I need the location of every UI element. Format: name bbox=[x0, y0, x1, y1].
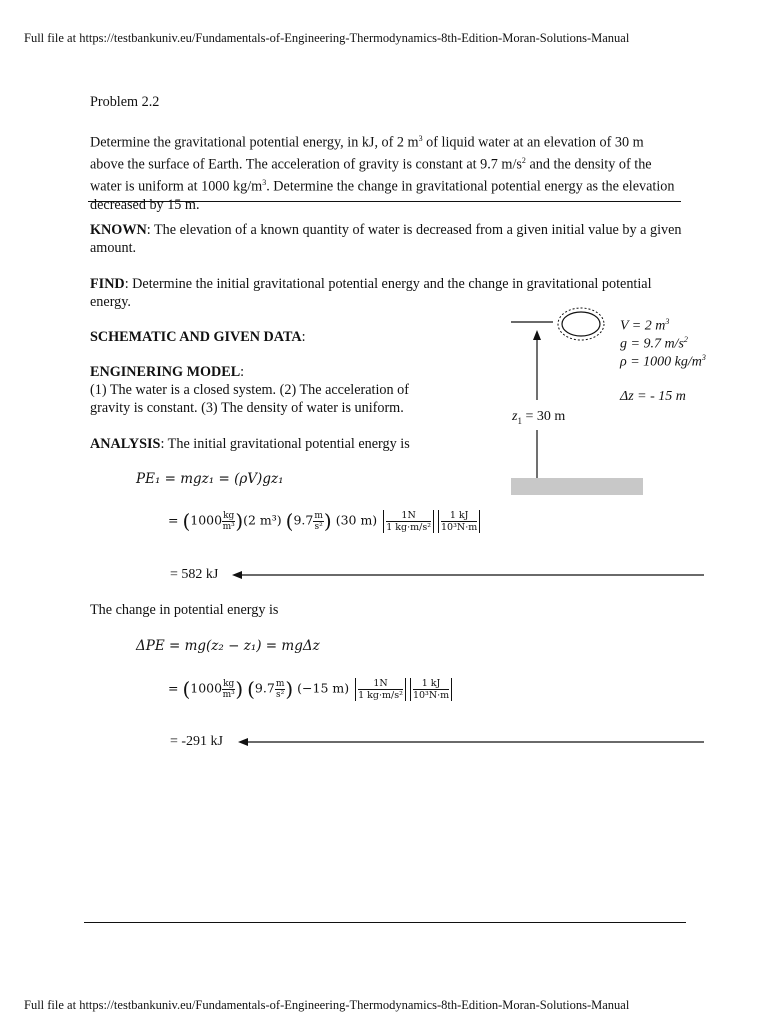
conversion-factor-1 bbox=[355, 678, 406, 701]
initial-elevation-label bbox=[512, 409, 565, 426]
unit-numerator: kg bbox=[223, 510, 235, 521]
find-label: FIND bbox=[90, 276, 125, 292]
unit-numerator: kg bbox=[223, 678, 235, 689]
ground-surface bbox=[511, 478, 643, 495]
superscript: 2 bbox=[521, 156, 526, 166]
statement-part: of liquid water at an elevation of 30 m above the surface of Earth. The acceleration of gravity is constant at 9.7 m/s bbox=[90, 134, 644, 173]
factor-numerator: 1 kJ bbox=[441, 510, 477, 522]
unit-numerator: m bbox=[275, 678, 285, 689]
factor-denominator: 10³N·m bbox=[441, 521, 478, 533]
page-header: Full file at https://testbankuniv.eu/Fundamentals-of-Engineering-Thermodynamics-8th-Edition-Moran-Solutions-Manual bbox=[24, 31, 630, 45]
arrow-left-icon bbox=[232, 571, 242, 579]
model-text: (1) The water is a closed system. (2) The acceleration of gravity is constant. (3) The density of water is uniform. bbox=[90, 382, 409, 416]
analysis-section bbox=[90, 436, 410, 454]
water-ball bbox=[562, 312, 600, 336]
conversion-factor-2 bbox=[410, 678, 452, 701]
schematic-label: SCHEMATIC AND GIVEN DATA bbox=[90, 329, 302, 345]
superscript: 3 bbox=[701, 353, 706, 362]
equals-sign: = bbox=[168, 680, 179, 696]
volume-term: (2 m³) bbox=[243, 512, 282, 528]
statement-part: . Determine the change in gravitational potential energy as the elevation decreased by 15 m. bbox=[90, 179, 675, 213]
delta-pe-substitution bbox=[168, 677, 454, 701]
elevation-term: (30 m) bbox=[335, 512, 378, 528]
subscript: 1 bbox=[517, 415, 522, 426]
result-arrow-2 bbox=[238, 734, 708, 750]
colon: : bbox=[301, 329, 306, 345]
equals-sign: = bbox=[168, 512, 179, 528]
change-intro: The change in potential energy is bbox=[90, 602, 279, 618]
unit-denominator: s² bbox=[314, 521, 323, 532]
arrow-head-icon bbox=[533, 330, 541, 340]
paren-open: ( bbox=[182, 677, 191, 701]
delta-pe-result: = -291 kJ bbox=[170, 734, 224, 749]
gravity-value: 9.7 bbox=[254, 680, 275, 696]
factor-denominator: 10³N·m bbox=[412, 689, 450, 701]
system-boundary bbox=[558, 308, 604, 340]
problem-title: Problem 2.2 bbox=[90, 94, 160, 110]
analysis-text: : The initial gravitational potential energy is bbox=[160, 436, 410, 452]
unit-denominator: m³ bbox=[222, 521, 235, 532]
statement-part: Determine the gravitational potential energy, in kJ, of 2 m bbox=[90, 134, 419, 151]
density-unit bbox=[222, 679, 235, 700]
elevation-value: = 30 m bbox=[521, 409, 566, 424]
unit-denominator: m³ bbox=[222, 689, 235, 700]
given-volume bbox=[620, 317, 669, 335]
colon: : bbox=[240, 364, 245, 380]
unit-denominator: s² bbox=[275, 689, 285, 700]
known-section bbox=[90, 222, 685, 257]
superscript: 3 bbox=[418, 134, 423, 143]
pe-substitution bbox=[168, 509, 482, 533]
schematic-heading bbox=[90, 329, 306, 347]
superscript: 2 bbox=[683, 335, 688, 344]
model-heading bbox=[90, 364, 244, 382]
z-symbol: z bbox=[512, 409, 518, 424]
paren-open: ( bbox=[182, 509, 191, 533]
gravity-value: 9.7 bbox=[293, 512, 314, 528]
superscript: 3 bbox=[665, 317, 670, 326]
known-text: : The elevation of a known quantity of water is decreased from a given initial value by a given amount. bbox=[90, 222, 682, 256]
delta-z-term: (−15 m) bbox=[297, 680, 350, 696]
gravity-unit bbox=[313, 511, 324, 532]
find-text: : Determine the initial gravitational potential energy and the change in gravitational potential energy. bbox=[90, 276, 652, 310]
factor-numerator: 1N bbox=[386, 510, 431, 522]
page-footer: Full file at https://testbankuniv.eu/Fundamentals-of-Engineering-Thermodynamics-8th-Edition-Moran-Solutions-Manual bbox=[24, 998, 630, 1012]
gravity-text: g = 9.7 m/s bbox=[620, 336, 684, 352]
factor-denominator: 1 kg·m/s² bbox=[358, 689, 403, 701]
paren-open: ( bbox=[247, 677, 255, 701]
factor-numerator: 1 kJ bbox=[413, 678, 449, 690]
section-divider bbox=[88, 201, 681, 202]
paren-close: ) bbox=[235, 509, 244, 533]
analysis-label: ANALYSIS bbox=[90, 436, 161, 452]
density-value: 1000 bbox=[190, 680, 223, 696]
volume-text: V = 2 m bbox=[620, 318, 666, 334]
delta-pe-equation: ΔPE = mg(z₂ − z₁) = mgΔz bbox=[136, 638, 320, 654]
arrow-left-icon bbox=[238, 738, 248, 746]
density-text: ρ = 1000 kg/m bbox=[620, 354, 702, 370]
conversion-factor-1 bbox=[383, 510, 434, 533]
model-label: ENGINERING MODEL bbox=[90, 364, 241, 380]
pe-result: = 582 kJ bbox=[170, 567, 219, 582]
paren-close: ) bbox=[323, 509, 332, 533]
known-label: KNOWN bbox=[90, 222, 147, 238]
density-unit bbox=[222, 511, 235, 532]
given-delta-z: Δz = - 15 m bbox=[620, 389, 686, 404]
unit-numerator: m bbox=[314, 510, 323, 521]
given-density bbox=[620, 353, 706, 371]
paren-close: ) bbox=[285, 677, 294, 701]
density-value: 1000 bbox=[190, 512, 223, 528]
factor-numerator: 1N bbox=[358, 678, 403, 690]
statement-part: and the density of the water is uniform at 1000 kg/m bbox=[90, 156, 652, 196]
footer-rule bbox=[84, 922, 686, 923]
gravity-unit bbox=[275, 679, 286, 700]
paren-close: ) bbox=[235, 677, 244, 701]
conversion-factor-2 bbox=[438, 510, 480, 533]
factor-denominator: 1 kg·m/s² bbox=[386, 521, 432, 533]
superscript: 3 bbox=[262, 178, 267, 188]
pe-equation: PE₁ = mgz₁ = (ρV)gz₁ bbox=[136, 471, 284, 487]
given-gravity bbox=[620, 335, 688, 353]
paren-open: ( bbox=[285, 509, 294, 533]
result-arrow-1 bbox=[232, 567, 708, 583]
